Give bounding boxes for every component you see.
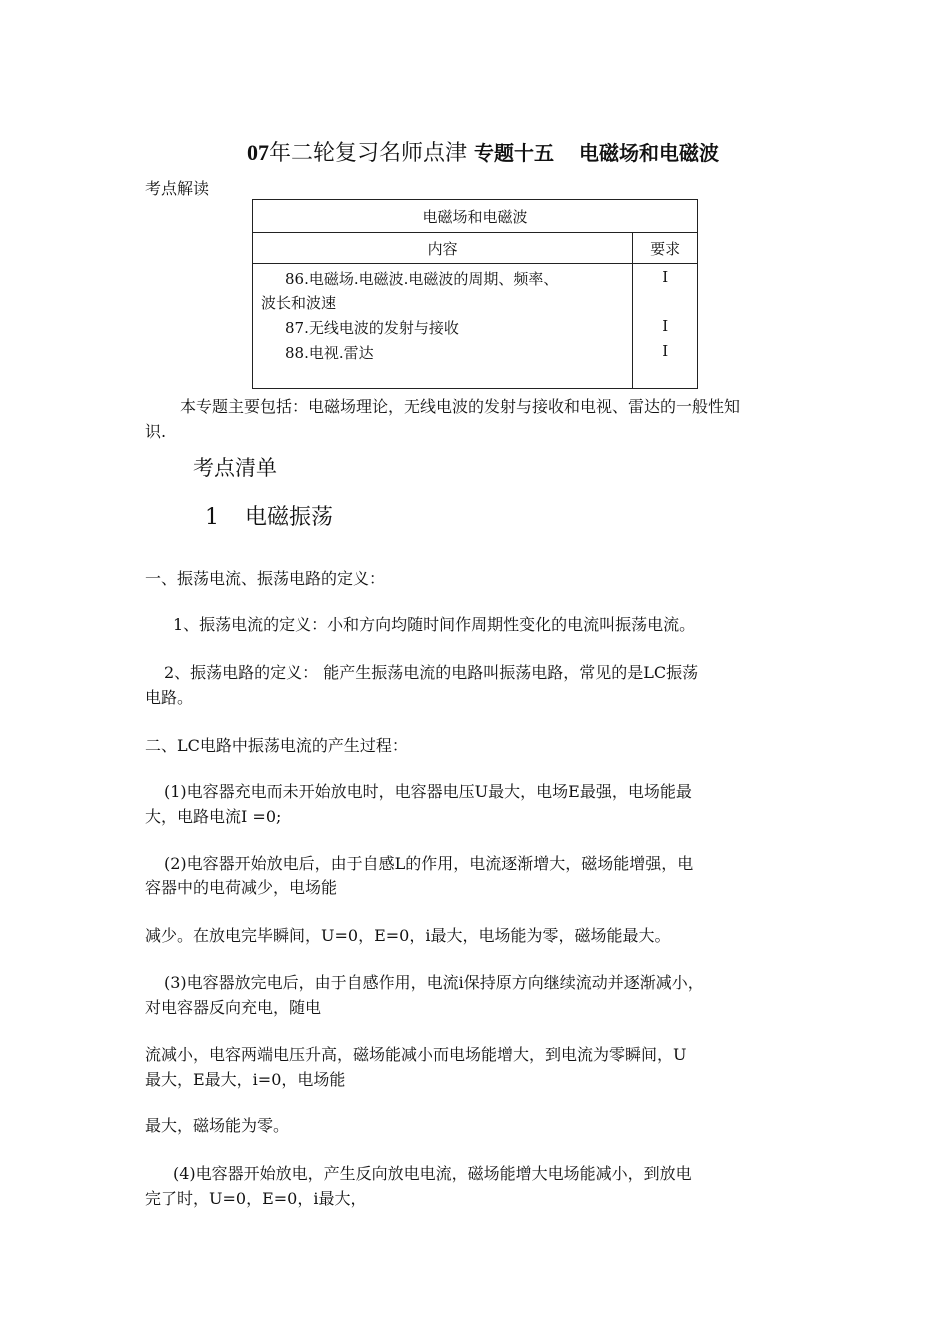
paragraph-oscillating-circuit-line2: 电路。 xyxy=(145,688,194,707)
requirements-table xyxy=(252,199,698,389)
table-row-1-level: I xyxy=(662,268,669,286)
table-level-cell xyxy=(633,264,698,389)
paragraph-step3-line5: 最大，磁场能为零。 xyxy=(145,1116,290,1135)
paragraph-definition-heading: 一、振荡电流、振荡电路的定义： xyxy=(145,569,386,588)
table-row-2: 87.无线电波的发射与接收 xyxy=(285,319,459,337)
paragraph-step3-line2: 对电容器反向充电，随电 xyxy=(145,998,322,1017)
title-subject: 电磁场和电磁波 xyxy=(579,141,720,165)
list-heading: 考点清单 xyxy=(193,456,277,480)
paragraph-step3-line4: 最大，E最大，i=0，电场能 xyxy=(145,1070,346,1089)
summary-line1: 本专题主要包括：电磁场理论，无线电波的发射与接收和电视、雷达的一般性知 xyxy=(180,397,741,416)
summary-line2: 识. xyxy=(145,422,167,441)
table-header-content: 内容 xyxy=(253,233,633,264)
table-row-3: 88.电视.雷达 xyxy=(285,344,374,362)
paragraph-step4-line2: 完了时，U=0，E=0，i最大， xyxy=(145,1189,367,1208)
paragraph-step3-line1: (3)电容器放完电后，由于自感作用，电流i保持原方向继续流动并逐渐减小， xyxy=(164,973,704,992)
title-text: 年二轮复习名师点津 xyxy=(269,141,468,166)
paragraph-oscillating-current: 1、振荡电流的定义：小和方向均随时间作周期性变化的电流叫振荡电流。 xyxy=(173,615,696,634)
table-header-level: 要求 xyxy=(633,233,698,264)
paragraph-step3-line3: 流减小，电容两端电压升高，磁场能减小而电场能增大，到电流为零瞬间，U xyxy=(145,1045,687,1064)
section-label: 考点解读 xyxy=(145,179,210,198)
title-topic: 专题十五 xyxy=(474,141,555,165)
page-title xyxy=(247,136,719,167)
chapter-number: 1 xyxy=(205,505,219,530)
table-row-1-line1: 86.电磁场.电磁波.电磁波的周期、频率、 xyxy=(285,270,559,288)
paragraph-oscillating-circuit-line1: 2、振荡电路的定义： 能产生振荡电流的电路叫振荡电路，常见的是LC振荡 xyxy=(164,663,699,682)
paragraph-step2-line2: 容器中的电荷减少，电场能 xyxy=(145,878,338,897)
table-content-cell xyxy=(253,264,633,389)
chapter-title: 电磁振荡 xyxy=(245,505,334,530)
title-year: 07 xyxy=(247,140,269,165)
chapter-heading xyxy=(205,500,333,531)
paragraph-lc-process-heading: 二、LC电路中振荡电流的产生过程： xyxy=(145,736,408,755)
paragraph-step4-line1: (4)电容器开始放电，产生反向放电电流，磁场能增大电场能减小，到放电 xyxy=(173,1164,692,1183)
paragraph-step1-line1: (1)电容器充电而未开始放电时，电容器电压U最大，电场E最强，电场能最 xyxy=(164,782,692,801)
table-caption: 电磁场和电磁波 xyxy=(253,200,698,233)
table-row-3-level: I xyxy=(662,342,669,360)
paragraph-step2-line1: (2)电容器开始放电后，由于自感L的作用，电流逐渐增大，磁场能增强，电 xyxy=(164,854,694,873)
paragraph-step1-line2: 大，电路电流I =0; xyxy=(145,807,282,826)
table-row-1-line2: 波长和波速 xyxy=(261,294,337,312)
table-row-2-level: I xyxy=(662,317,669,335)
paragraph-step2-line3: 减少。在放电完毕瞬间，U=0，E=0，i最大，电场能为零，磁场能最大。 xyxy=(145,926,671,945)
